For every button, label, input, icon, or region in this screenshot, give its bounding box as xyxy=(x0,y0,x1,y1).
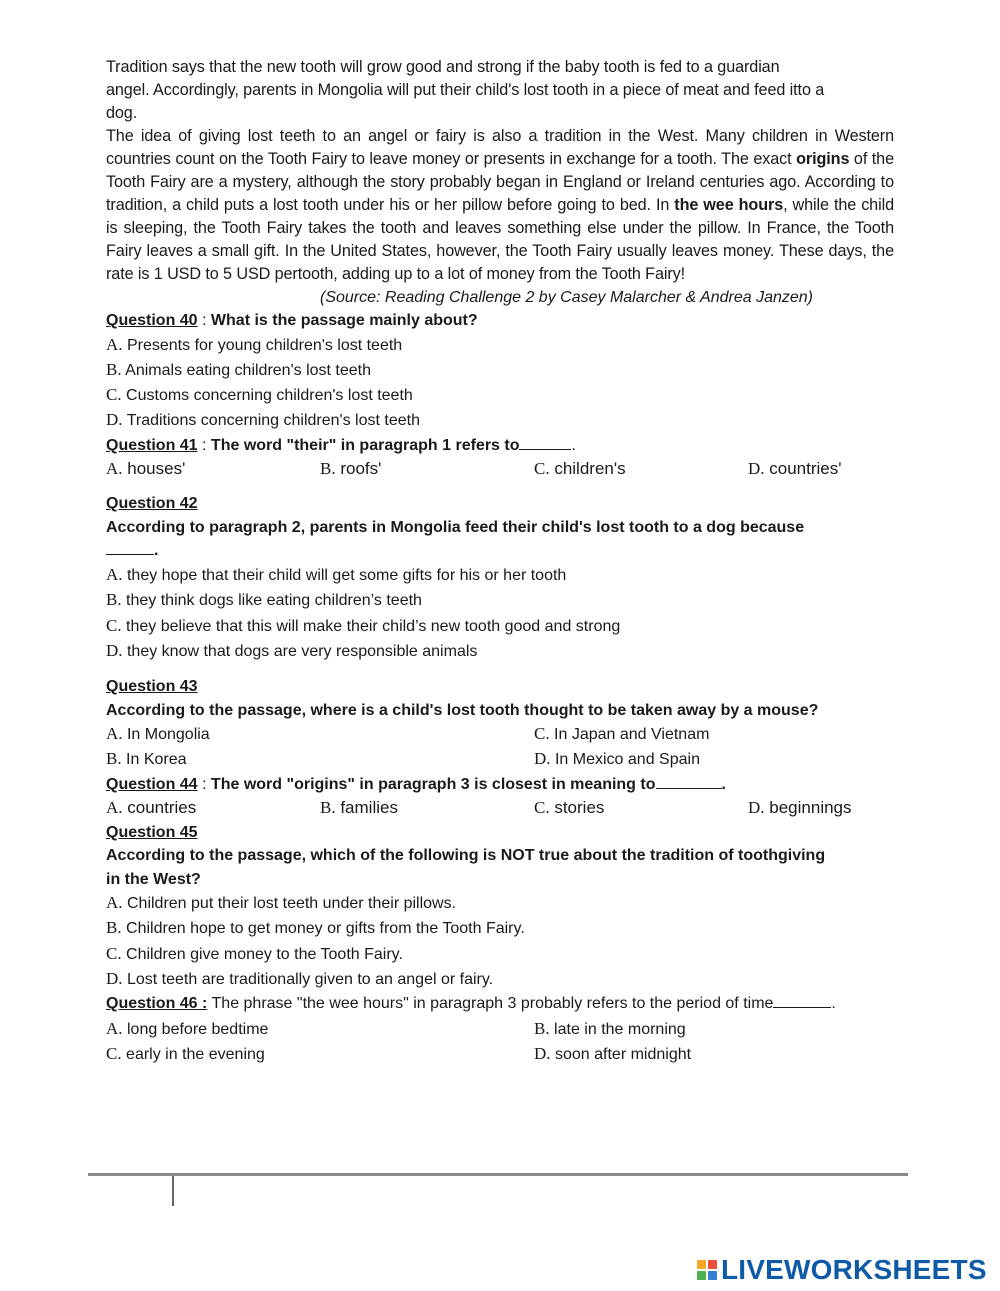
question-number: Question 44 xyxy=(106,775,198,793)
question-text: What is the passage mainly about? xyxy=(210,312,478,329)
q46-options xyxy=(106,1017,894,1068)
paragraph-2-line-1: Tradition says that the new tooth will grow good and strong if the baby tooth is fed to a guardian xyxy=(106,58,780,76)
q45-option-d[interactable]: D. Lost teeth are traditionally given to an angel or fairy. xyxy=(106,968,494,988)
q45-option-c[interactable]: C. Children give money to the Tooth Fairy. xyxy=(106,943,403,963)
paragraph-3-text-b: of the Tooth Fairy are a mystery, although the story probably began in England or Ireland centuries ago. According to tradition, a child puts a lost tooth under his or her pillow before going to bed. In xyxy=(106,150,894,214)
footer-divider xyxy=(88,1173,908,1176)
question-text: The word "their" in paragraph 1 refers to xyxy=(210,436,520,454)
q46-option-a[interactable]: A. long before bedtime xyxy=(106,1018,269,1038)
q43-option-b[interactable]: B. In Korea xyxy=(106,749,187,769)
keyword-origins: origins xyxy=(796,150,850,168)
q40-option-d[interactable]: D. Traditions concerning children's lost teeth xyxy=(106,410,420,430)
q40-option-c[interactable]: C. Customs concerning children's lost teeth xyxy=(106,385,413,405)
q40-option-a[interactable]: A. Presents for young children's lost teeth xyxy=(106,334,403,354)
q45-option-b[interactable]: B. Children hope to get money or gifts from the Tooth Fairy. xyxy=(106,918,525,938)
source-citation: (Source: Reading Challenge 2 by Casey Malarcher & Andrea Janzen) xyxy=(320,289,814,306)
question-text: The word "origins" in paragraph 3 is closest in meaning to xyxy=(210,775,656,793)
answer-blank[interactable] xyxy=(773,992,831,1008)
logo-square xyxy=(708,1260,717,1269)
q46-option-b[interactable]: B. late in the morning xyxy=(534,1018,686,1038)
q43-option-a[interactable]: A. In Mongolia xyxy=(106,724,210,744)
q44-option-a[interactable]: A. countries xyxy=(106,798,197,818)
q41-option-d[interactable]: D. countries' xyxy=(748,459,842,479)
paragraph-3 xyxy=(106,125,894,286)
question-45-text-line-1: According to the passage, which of the following is NOT true about the tradition of toothgiving xyxy=(106,847,826,865)
paragraph-2-line-3: dog. xyxy=(106,104,138,122)
logo-square xyxy=(708,1271,717,1280)
worksheet-page xyxy=(106,56,894,1067)
q43-option-d[interactable]: D. In Mexico and Spain xyxy=(534,749,700,769)
answer-blank[interactable] xyxy=(106,539,154,555)
question-43-text: According to the passage, where is a child's lost tooth thought to be taken away by a mouse? xyxy=(106,701,819,719)
answer-blank[interactable] xyxy=(519,434,571,450)
q43-option-c[interactable]: C. In Japan and Vietnam xyxy=(534,724,710,744)
question-text: The phrase "the wee hours" in paragraph 3 probably refers to the period of time xyxy=(207,995,774,1013)
paragraph-2-line-2: angel. Accordingly, parents in Mongolia will put their child's lost tooth in a piece of meat and feed itto a xyxy=(106,81,825,99)
footer-tick-mark xyxy=(172,1176,174,1206)
q44-option-c[interactable]: C. stories xyxy=(534,798,605,818)
question-number: Question 41 xyxy=(106,436,198,454)
q42-option-a[interactable]: A. they hope that their child will get some gifts for his or her tooth xyxy=(106,564,567,584)
q40-option-b[interactable]: B. Animals eating children's lost teeth xyxy=(106,359,372,379)
keyword-wee-hours: the wee hours xyxy=(674,196,784,214)
question-42-blank-line: . xyxy=(106,539,894,563)
question-42-text: According to paragraph 2, parents in Mongolia feed their child's lost tooth to a dog because xyxy=(106,518,805,536)
q42-option-d[interactable]: D. they know that dogs are very responsible animals xyxy=(106,640,478,660)
liveworksheets-logo[interactable] xyxy=(697,1254,987,1286)
question-42-number: Question 42 xyxy=(106,495,198,513)
question-40-title: Question 40 : What is the passage mainly about? xyxy=(106,312,478,329)
question-45-text-line-2: in the West? xyxy=(106,870,201,888)
paragraph-3-text-c: , while the child is sleeping, the Tooth Fairy takes the tooth and leaves something else under the pillow. In France, the Tooth Fairy leaves a small gift. In the United States, however, the Tooth Fairy usually leaves money. These days, the rate is 1 USD to 5 USD pertooth, adding up to a lot of money from the Tooth Fairy! xyxy=(106,196,894,283)
q42-option-c[interactable]: C. they believe that this will make their child’s new tooth good and strong xyxy=(106,615,621,635)
logo-square xyxy=(697,1260,706,1269)
q41-option-b[interactable]: B. roofs' xyxy=(320,459,382,479)
question-45-number: Question 45 xyxy=(106,823,198,841)
q41-options xyxy=(106,457,894,481)
question-number: Question 40 xyxy=(106,312,198,329)
logo-grid-icon xyxy=(697,1260,717,1280)
question-41-title: Question 41 : The word "their" in paragraph 1 refers to . xyxy=(106,434,894,458)
question-46-title: Question 46 : The phrase "the wee hours" in paragraph 3 probably refers to the period of time . xyxy=(106,992,894,1016)
q41-option-c[interactable]: C. children's xyxy=(534,459,626,479)
answer-blank[interactable] xyxy=(656,773,722,789)
q44-option-b[interactable]: B. families xyxy=(320,798,398,818)
q46-option-d[interactable]: D. soon after midnight xyxy=(534,1043,692,1063)
logo-square xyxy=(697,1271,706,1280)
q46-option-c[interactable]: C. early in the evening xyxy=(106,1043,265,1063)
q43-options xyxy=(106,722,894,773)
logo-text: LIVEWORKSHEETS xyxy=(721,1254,987,1285)
paragraph-3-text-a: The idea of giving lost teeth to an angel or fairy is also a tradition in the West. Many children in Western countries count on the Tooth Fairy to leave money or presents in exchange for a tooth. The exact xyxy=(106,127,894,168)
q41-option-a[interactable]: A. houses' xyxy=(106,459,186,479)
question-number: Question 46 : xyxy=(106,995,208,1013)
q44-option-d[interactable]: D. beginnings xyxy=(748,798,852,818)
question-44-title: Question 44 : The word "origins" in paragraph 3 is closest in meaning to . xyxy=(106,773,894,797)
q42-option-b[interactable]: B. they think dogs like eating children’s teeth xyxy=(106,590,422,610)
q44-options xyxy=(106,796,894,820)
question-43-number: Question 43 xyxy=(106,678,198,696)
q45-option-a[interactable]: A. Children put their lost teeth under their pillows. xyxy=(106,893,457,913)
